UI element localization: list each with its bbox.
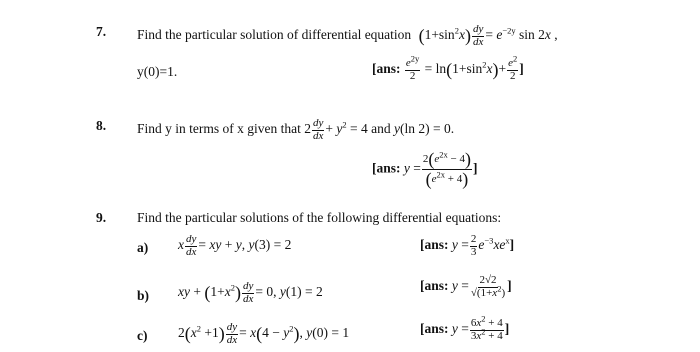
- problem-8-equation: 2 $\frac{dy}{dx}$ + $y^2 = 4$ and y(ln 2) = 0.: [304, 117, 455, 142]
- part-a-equation: x $\frac{dy}{dx}$ = xy + y, y(3) = 2: [178, 233, 292, 258]
- part-a-label: a): [137, 240, 149, 255]
- problem-7-answer: [ans: $\frac{e^{2y}}{2}$ = $\ln(1+\sin^2x)+$ $\frac{e^2}{2}$ ]: [372, 53, 524, 82]
- problem-9-statement: Find the particular solutions of the following differential equations:: [137, 210, 502, 225]
- problem-7-answer-label: [ans:: [372, 61, 401, 77]
- problem-9-number: 9.: [96, 210, 107, 225]
- part-c-label: c): [137, 328, 148, 343]
- part-b-equation: xy + $(1+x^2)$ $\frac{dy}{dx}$ = 0, y(1) = 2: [178, 280, 323, 305]
- problem-7-equation: $(1+\sin^2x)$ $\frac{dy}{dx}$ = $e^{-2y}$ sin 2x ,: [418, 23, 558, 48]
- part-a-answer-label: [ans:: [420, 237, 449, 253]
- problem-8-answer: [ans: y = $\frac{2(e^{2x} - 4)}{(e^{2x} + 4)}$ ]: [372, 149, 478, 189]
- problem-7-text: Find the particular solution of differential equation: [137, 27, 412, 43]
- part-c-equation: $2(x^2 +1)$ $\frac{dy}{dx}$ = $x(4 - y^2)$, y(0) = 1: [178, 321, 350, 346]
- problem-8-number: 8.: [96, 118, 107, 133]
- part-b-answer: [ans: y = $\frac{2√2}{√(1+x^2)}$ ]: [420, 274, 512, 299]
- problem-7-statement: [137, 24, 558, 48]
- problem-7-number: 7.: [96, 24, 107, 39]
- part-c-answer: [ans: y = $\frac{6x^2 + 4}{3x^2 + 4}$ ]: [420, 313, 510, 342]
- part-a-answer: [ans: y = $\frac{2}{3}$ $e^{-3}xe^x$]: [420, 233, 515, 258]
- problem-7-condition: y(0)=1.: [137, 64, 178, 79]
- problem-8-statement: [137, 118, 454, 142]
- part-b-label: b): [137, 288, 150, 303]
- problem-8-text: Find y in terms of x given that: [137, 121, 301, 137]
- part-b-answer-label: [ans:: [420, 278, 449, 294]
- problem-8-answer-label: [ans:: [372, 160, 401, 176]
- part-c-answer-label: [ans:: [420, 321, 449, 337]
